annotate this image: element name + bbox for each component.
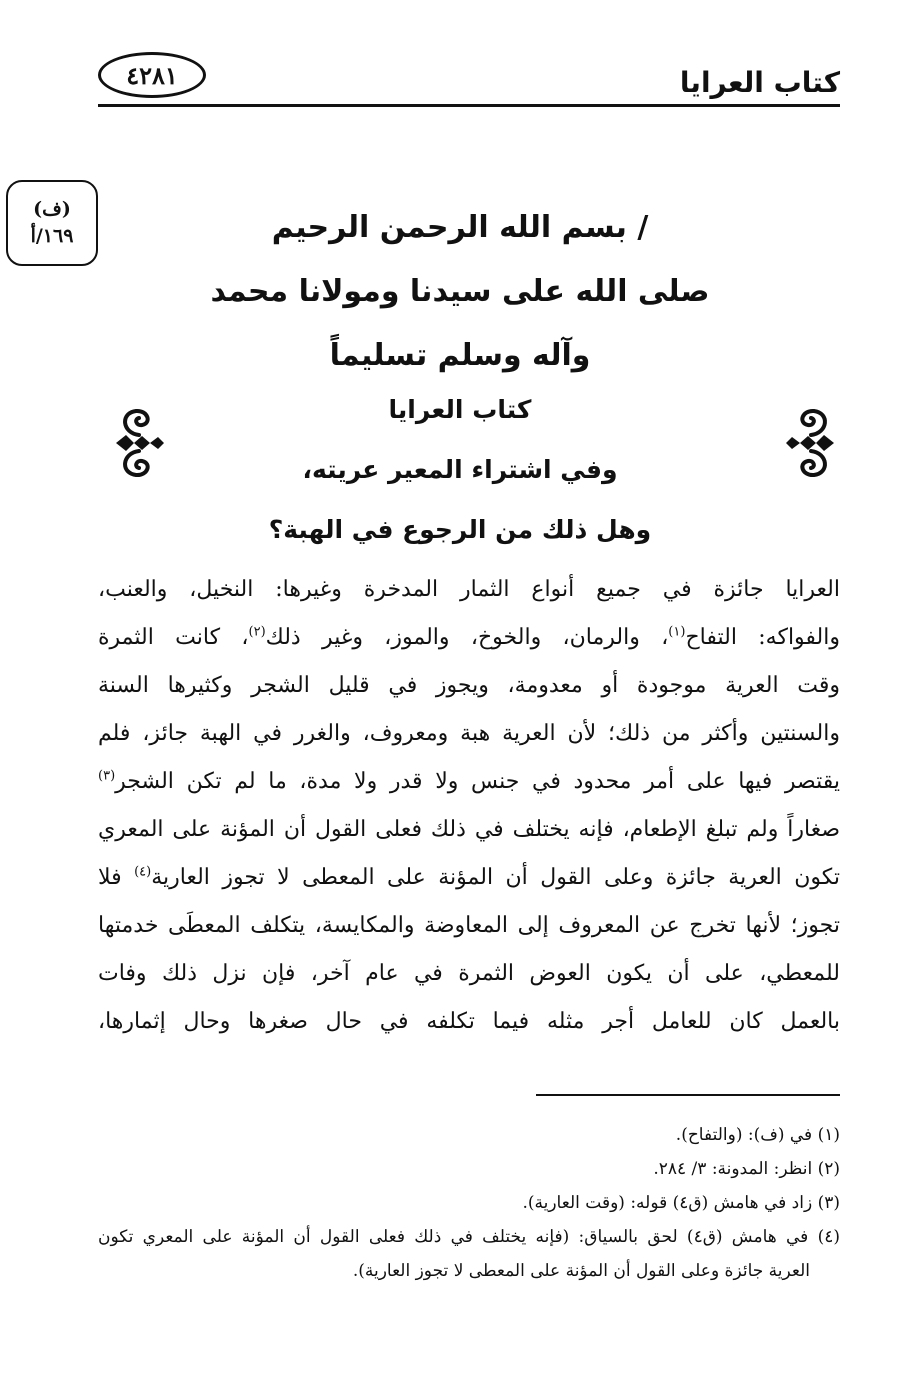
footnote-4: (٤) في هامش (ق٤) لحق بالسياق: (فإنه يختلف في ذلك فعلى القول أن المؤنة على المعري تكون xyxy=(98,1227,840,1247)
body-line-2: والفواكه: التفاح$^{(١)}$، والرمان، والخوخ، والموز، وغير ذلك$^{(٢)}$، كانت الثمرة xyxy=(98,624,840,650)
body-line-1: العرايا جائزة في جميع أنواع الثمار المدخرة وغيرها: النخيل، والعنب، xyxy=(98,577,840,602)
salutation-line: صلى الله على سيدنا ومولانا محمد xyxy=(210,274,710,309)
footnote-3: (٣) زاد في هامش (ق٤) قوله: (وقت العارية). xyxy=(522,1193,840,1213)
chapter-subtitle-1: وفي اشتراء المعير عريته، xyxy=(302,455,618,484)
body-line-7: تكون العرية جائزة وعلى القول أن المؤنة على المعطى لا تجوز العارية$^{(٤)}$ فلا xyxy=(98,864,841,890)
footnote-2: (٢) انظر: المدونة: ٣/ ٢٨٤. xyxy=(653,1159,840,1179)
chapter-subtitle-2: وهل ذلك من الرجوع في الهبة؟ xyxy=(268,515,652,544)
page-number xyxy=(98,52,206,98)
ornament-left-icon xyxy=(112,405,166,481)
body-line-4: والسنتين وأكثر من ذلك؛ لأن العرية هبة ومعروف، والغرر في الهبة جائز، فلم xyxy=(98,721,840,746)
chapter-title: كتاب العرايا xyxy=(388,395,532,424)
footnote-ref-1[interactable]: (١) xyxy=(668,624,686,640)
page-number-text: ٤٢٨١ xyxy=(126,60,178,90)
footnote-ref-2[interactable]: (٢) xyxy=(248,624,266,640)
ornament-right-icon xyxy=(784,405,838,481)
header-rule xyxy=(98,104,840,107)
footnote-4-continued: العرية جائزة وعلى القول أن المؤنة على المعطى لا تجوز العارية). xyxy=(352,1261,810,1281)
body-line-5: يقتصر فيها على أمر محدود في جنس ولا قدر ولا مدة، ما لم تكن الشجر$^{(٣)}$ xyxy=(98,768,840,794)
running-title: كتاب العرايا xyxy=(679,66,840,99)
body-line-9: للمعطي، على أن يكون العوض الثمرة في عام آخر، فإن نزل ذلك وفات xyxy=(98,961,840,986)
footnote-1: (١) في (ف): (والتفاح). xyxy=(675,1125,840,1145)
basmala-line: / بسم الله الرحمن الرحيم xyxy=(271,210,649,245)
footnote-ref-3[interactable]: (٣) xyxy=(98,768,116,784)
footnote-separator xyxy=(536,1094,840,1096)
basmala-block xyxy=(200,196,720,388)
body-line-8: تجوز؛ لأنها تخرج عن المعروف إلى المعاوضة والمكايسة، يتكلف المعطَى خدمتها xyxy=(98,913,840,938)
body-line-6: صغاراً ولم تبلغ الإطعام، فإنه يختلف في ذلك فعلى القول أن المؤنة على المعري xyxy=(98,817,840,842)
folio-source: (ف) xyxy=(33,198,71,221)
folio-marker xyxy=(6,180,98,266)
body-line-3: وقت العرية موجودة أو معدومة، ويجوز في قليل الشجر وكثيرها السنة xyxy=(98,673,840,698)
body-line-10: بالعمل كان للعامل أجر مثله فيما تكلفه في حال صغرها وحال إثمارها، xyxy=(98,1009,840,1034)
footnote-ref-4[interactable]: (٤) xyxy=(134,864,152,880)
body-text xyxy=(98,566,840,1046)
salutation-line-2: وآله وسلم تسليماً xyxy=(329,338,591,373)
folio-number: ١٦٩/أ xyxy=(30,225,74,247)
footnotes xyxy=(98,1118,840,1288)
